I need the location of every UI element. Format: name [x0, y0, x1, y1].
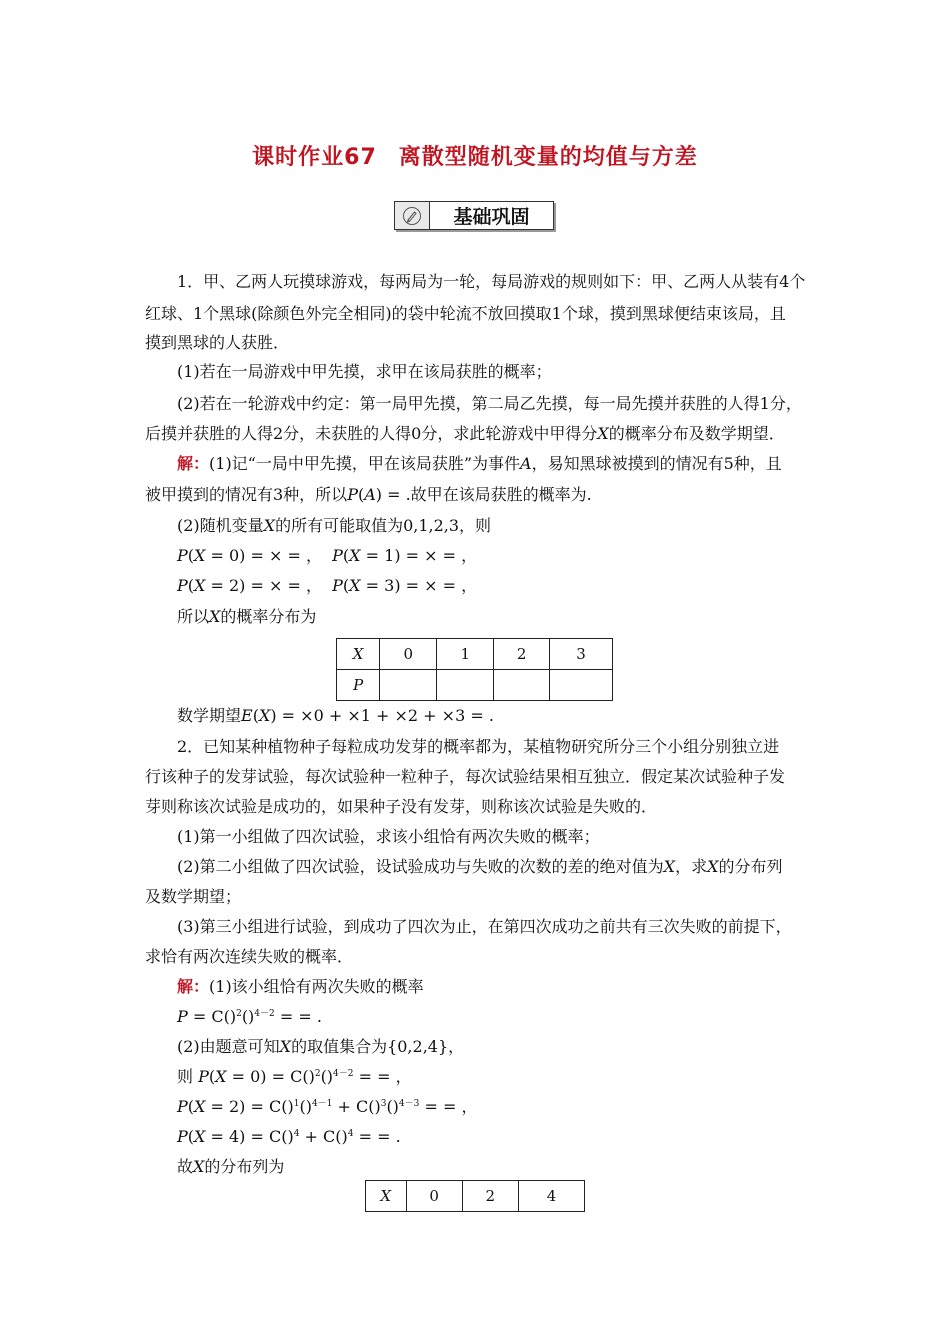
p2-prob-x2: P(X = 2) = C()$^1$()$^{4-1}$ + C()$^3$()$^{4-3}$ = = ，: [177, 1097, 478, 1116]
p2-question-3a: (3)第三小组进行试验，到成功了四次为止，在第四次成功之前共有三次失败的前提下，: [177, 917, 792, 936]
p1-question-2b: 后摸并获胜的人得2分，未获胜的人得0分，求此轮游戏中甲得分X的概率分布及数学期望．: [145, 424, 785, 443]
p1-prob-row-1: P(X = 0) = × = ， P(X = 1) = × = ，: [177, 546, 478, 565]
p2-line-3: 芽则称该次试验是成功的，如果种子没有发芽，则称该次试验是失败的．: [145, 797, 658, 816]
p2-solution-2: (2)由题意可知X的取值集合为{0,2,4}，: [177, 1037, 465, 1056]
p1-prob-row-2: P(X = 2) = × = ， P(X = 3) = × = ，: [177, 576, 478, 595]
p1-solution-1a: 解：(1)记“一局中甲先摸，甲在该局获胜”为事件A，易知黑球被摸到的情况有5种，且: [177, 454, 782, 473]
table-row: P: [337, 670, 613, 701]
p2-question-1: (1)第一小组做了四次试验，求该小组恰有两次失败的概率；: [177, 827, 600, 846]
p1-question-2a: (2)若在一轮游戏中约定：第一局甲先摸，第二局乙先摸，每一局先摸并获胜的人得1分，: [177, 394, 802, 413]
table-row: X 0 1 2 3: [337, 639, 613, 670]
p2-question-2a: (2)第二小组做了四次试验，设试验成功与失败的次数的差的绝对值为X，求X的分布列: [177, 857, 783, 876]
section-banner: [394, 201, 554, 230]
pencil-icon: [395, 202, 430, 229]
p2-line-1: 2．已知某种植物种子每粒成功发芽的概率都为，某植物研究所分三个小组分别独立进: [177, 737, 780, 756]
p1-dist-intro: 所以X的概率分布为: [177, 607, 317, 626]
page-title: [0, 140, 950, 171]
title-number: 课时作业67: [252, 145, 377, 170]
p1-question-1: (1)若在一局游戏中甲先摸，求甲在该局获胜的概率；: [177, 362, 552, 381]
p2-dist-intro: 故X的分布列为: [177, 1157, 285, 1176]
section-label: 基础巩固: [453, 206, 530, 228]
p2-question-3b: 求恰有两次连续失败的概率．: [145, 947, 354, 966]
p2-question-2b: 及数学期望；: [145, 887, 242, 906]
table-row: X 0 2 4: [366, 1181, 585, 1212]
p2-solution-1: 解：(1)该小组恰有两次失败的概率: [177, 977, 424, 996]
p2-prob-x0: 则 P(X = 0) = C()$^2$()$^{4-2}$ = = ，: [177, 1067, 412, 1086]
p2-prob-x4: P(X = 4) = C()$^4$ + C()$^4$ = = .: [177, 1127, 401, 1146]
title-topic: 离散型随机变量的均值与方差: [398, 145, 698, 170]
solution-label: 解：: [177, 977, 210, 996]
p1-solution-1b: 被甲摸到的情况有3种，所以P(A) = .故甲在该局获胜的概率为.: [145, 485, 592, 504]
p2-prob-p: P = C()$^2$()$^{4-2}$ = = .: [177, 1007, 322, 1026]
p1-line-2: 红球、1个黑球(除颜色外完全相同)的袋中轮流不放回摸取1个球，摸到黑球便结束该局，且: [145, 304, 786, 323]
p1-line-1: 1．甲、乙两人玩摸球游戏，每两局为一轮，每局游戏的规则如下：甲、乙两人从装有4个: [177, 272, 806, 291]
p1-distribution-table: [336, 638, 613, 701]
p1-line-3: 摸到黑球的人获胜．: [145, 333, 290, 352]
p2-distribution-table: [365, 1180, 585, 1212]
p2-line-2: 行该种子的发芽试验，每次试验种一粒种子，每次试验结果相互独立．假定某次试验种子发: [145, 767, 786, 786]
p1-solution-2: (2)随机变量X的所有可能取值为0,1,2,3，则: [177, 516, 492, 535]
solution-label: 解：: [177, 454, 210, 473]
p1-expectation: 数学期望E(X) = ×0 + ×1 + ×2 + ×3 = .: [177, 706, 494, 725]
